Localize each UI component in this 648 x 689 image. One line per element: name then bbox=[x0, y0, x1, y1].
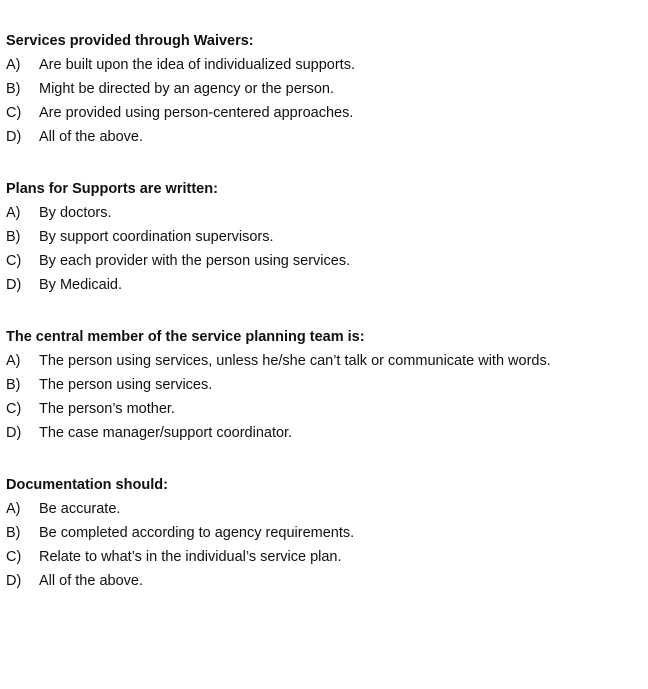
option-text: Be accurate. bbox=[39, 501, 121, 517]
option-text: By Medicaid. bbox=[39, 277, 123, 293]
option-letter: A) bbox=[6, 57, 21, 73]
option-text: Are provided using person-centered approaches. bbox=[39, 105, 354, 121]
question-prompt: Services provided through Waivers: bbox=[6, 33, 254, 49]
answer-option-b bbox=[6, 225, 642, 249]
answer-option-c bbox=[6, 249, 642, 273]
answer-option-c bbox=[6, 545, 642, 569]
question-waivers bbox=[6, 29, 642, 149]
option-text: All of the above. bbox=[39, 129, 143, 145]
option-letter: B) bbox=[6, 525, 21, 541]
answer-option-a bbox=[6, 201, 642, 225]
answer-option-c bbox=[6, 101, 642, 125]
answer-option-a bbox=[6, 497, 642, 521]
option-text: Are built upon the idea of individualized supports. bbox=[39, 57, 355, 73]
answer-option-b bbox=[6, 373, 642, 397]
option-text: Might be directed by an agency or the person. bbox=[39, 81, 335, 97]
option-letter: A) bbox=[6, 353, 21, 369]
option-letter: A) bbox=[6, 501, 21, 517]
option-text: By support coordination supervisors. bbox=[39, 229, 274, 245]
quiz-document bbox=[6, 29, 642, 621]
option-letter: B) bbox=[6, 81, 21, 97]
answer-option-a bbox=[6, 53, 642, 77]
option-text: The person using services, unless he/she can’t talk or communicate with words. bbox=[39, 353, 551, 369]
option-letter: C) bbox=[6, 401, 22, 417]
option-text: By doctors. bbox=[39, 205, 112, 221]
question-documentation bbox=[6, 473, 642, 593]
question-plans-for-supports bbox=[6, 177, 642, 297]
option-text: All of the above. bbox=[39, 573, 143, 589]
option-text: Be completed according to agency requirements. bbox=[39, 525, 355, 541]
option-letter: B) bbox=[6, 377, 21, 393]
answer-option-d bbox=[6, 273, 642, 297]
option-text: By each provider with the person using services. bbox=[39, 253, 351, 269]
option-text: The person using services. bbox=[39, 377, 213, 393]
answer-option-a bbox=[6, 349, 642, 373]
option-letter: A) bbox=[6, 205, 21, 221]
option-letter: C) bbox=[6, 253, 22, 269]
option-letter: D) bbox=[6, 573, 22, 589]
answer-option-b bbox=[6, 77, 642, 101]
answer-option-c bbox=[6, 397, 642, 421]
question-prompt: The central member of the service planning team is: bbox=[6, 329, 365, 345]
answer-option-d bbox=[6, 421, 642, 445]
option-text: The person’s mother. bbox=[39, 401, 175, 417]
question-prompt: Documentation should: bbox=[6, 477, 168, 493]
option-letter: B) bbox=[6, 229, 21, 245]
option-letter: D) bbox=[6, 425, 22, 441]
question-central-member bbox=[6, 325, 642, 445]
option-letter: C) bbox=[6, 105, 22, 121]
answer-option-d bbox=[6, 569, 642, 593]
option-letter: D) bbox=[6, 277, 22, 293]
question-prompt: Plans for Supports are written: bbox=[6, 181, 218, 197]
answer-option-d bbox=[6, 125, 642, 149]
option-letter: D) bbox=[6, 129, 22, 145]
option-text: Relate to what’s in the individual’s service plan. bbox=[39, 549, 342, 565]
answer-option-b bbox=[6, 521, 642, 545]
option-text: The case manager/support coordinator. bbox=[39, 425, 293, 441]
option-letter: C) bbox=[6, 549, 22, 565]
